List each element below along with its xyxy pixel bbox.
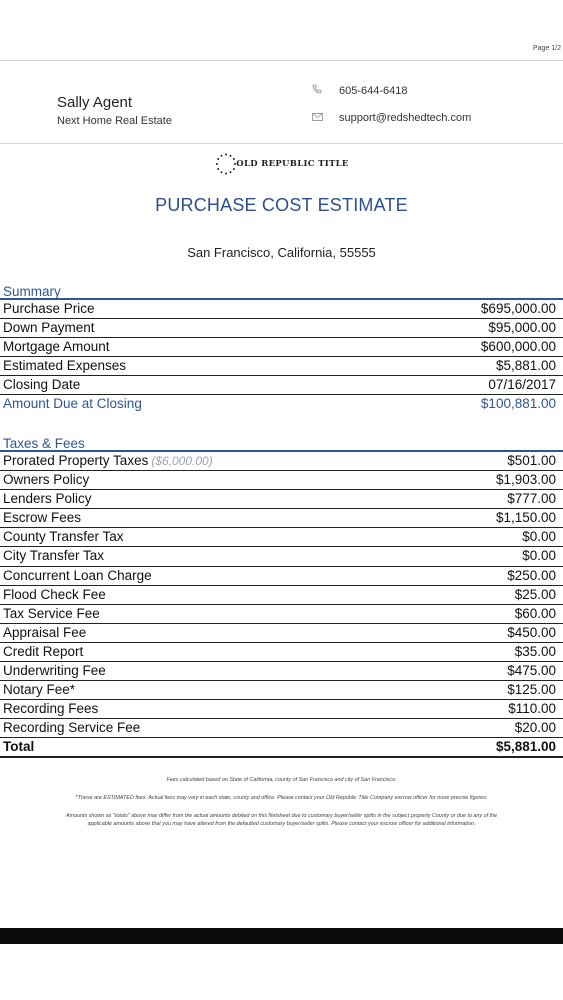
row-label: City Transfer Tax	[3, 548, 105, 564]
disclaimer-notes	[0, 776, 563, 828]
amount-due-row	[0, 395, 563, 414]
row-value: $35.00	[514, 643, 556, 659]
row-label: Estimated Expenses	[3, 358, 127, 374]
row-value: $250.00	[507, 567, 556, 583]
row-label: Mortgage Amount	[3, 339, 110, 355]
fees-section	[0, 435, 563, 758]
fee-row	[0, 605, 563, 624]
fee-row	[0, 452, 563, 471]
row-label: Owners Policy	[3, 472, 90, 488]
row-label: County Transfer Tax	[3, 529, 124, 545]
row-value: $0.00	[522, 548, 556, 564]
agent-email[interactable]: support@redshedtech.com	[339, 112, 472, 124]
logo-text: OLD REPUBLIC TITLE	[236, 159, 349, 169]
fee-row	[0, 471, 563, 490]
row-value: $20.00	[514, 720, 556, 736]
fee-row	[0, 719, 563, 738]
phone-icon	[309, 84, 325, 97]
document-title: PURCHASE COST ESTIMATE	[155, 195, 408, 215]
row-value: $0.00	[522, 529, 556, 545]
row-value: $475.00	[507, 663, 556, 679]
total-row	[0, 738, 563, 757]
row-value: $60.00	[514, 605, 556, 621]
row-label: Underwriting Fee	[3, 663, 106, 679]
row-value: $450.00	[507, 624, 556, 640]
fee-row	[0, 547, 563, 566]
row-label: Recording Service Fee	[3, 720, 141, 736]
row-value: $695,000.00	[480, 301, 556, 316]
row-label: Prorated Property Taxes	[3, 453, 149, 468]
fee-row	[0, 624, 563, 643]
bottom-bar	[0, 928, 563, 944]
row-value: $777.00	[507, 491, 556, 507]
agent-header	[0, 60, 563, 144]
row-value: $95,000.00	[488, 320, 556, 336]
row-value: $1,903.00	[495, 472, 556, 488]
total-value: $5,881.00	[495, 739, 556, 755]
row-label: Recording Fees	[3, 701, 99, 717]
phone-row[interactable]	[309, 84, 408, 97]
summary-row	[0, 338, 563, 357]
row-label: Credit Report	[3, 643, 84, 659]
fees-header: Taxes & Fees	[0, 435, 563, 452]
fee-row	[0, 643, 563, 662]
summary-row	[0, 357, 563, 376]
note-line: *These are ESTIMATED fees. Actual fees may vary in each state, county and office. Please contact your Old Republic Title Company escrow officer for more precise figures.	[75, 795, 488, 801]
row-value: $110.00	[508, 701, 556, 717]
row-label: Lenders Policy	[3, 491, 92, 507]
row-label: Escrow Fees	[3, 510, 82, 526]
summary-header: Summary	[0, 283, 563, 300]
row-label: Amount Due at Closing	[3, 396, 142, 412]
fee-row	[0, 490, 563, 509]
row-value: $501.00	[507, 453, 556, 468]
row-label: Flood Check Fee	[3, 586, 106, 602]
row-label: Down Payment	[3, 320, 95, 336]
company-logo	[0, 152, 563, 176]
row-value: $5,881.00	[495, 358, 556, 374]
row-label: Notary Fee*	[3, 682, 76, 698]
fee-row	[0, 509, 563, 528]
agent-phone[interactable]: 605-644-6418	[339, 84, 408, 97]
row-value: 07/16/2017	[488, 377, 556, 393]
fee-row	[0, 528, 563, 547]
summary-row	[0, 300, 563, 319]
logo-dots-icon	[214, 152, 238, 176]
summary-row	[0, 319, 563, 338]
summary-section	[0, 283, 563, 415]
fee-row	[0, 662, 563, 681]
agent-name: Sally Agent	[57, 94, 133, 111]
row-value: $600,000.00	[480, 339, 556, 355]
note-line: Amounts shown as "totals" above may differ from the actual amounts debited on this Netsheet due to customary buyer/seller splits in the subject property County or due to any of the	[65, 813, 498, 819]
row-label: Concurrent Loan Charge	[3, 567, 152, 583]
row-value: $1,150.00	[495, 510, 556, 526]
row-label: Appraisal Fee	[3, 624, 87, 640]
note-line: Fees calculated based on State of California, county of San Francisco and city of San Francisco.	[166, 777, 397, 783]
fee-row	[0, 681, 563, 700]
row-label: Purchase Price	[3, 301, 95, 316]
fee-row	[0, 700, 563, 719]
row-value: $100,881.00	[480, 396, 556, 412]
row-label-extra: ($6,000.00)	[151, 454, 213, 468]
total-label: Total	[3, 739, 35, 755]
row-label: Tax Service Fee	[3, 605, 100, 621]
fee-row	[0, 586, 563, 605]
note-line: applicable amounts above that you may have altered from the defaulted customary buyer/seller splits. Please contact your escrow officer for additional information.	[87, 821, 476, 827]
page-number: Page 1/2	[532, 45, 561, 52]
property-address: San Francisco, California, 55555	[187, 245, 376, 260]
row-value: $25.00	[514, 586, 556, 602]
email-row[interactable]	[309, 112, 471, 124]
email-icon	[309, 113, 325, 124]
fee-row	[0, 567, 563, 586]
agent-company: Next Home Real Estate	[57, 115, 172, 127]
summary-row	[0, 376, 563, 395]
row-label: Closing Date	[3, 377, 81, 393]
row-value: $125.00	[507, 682, 556, 698]
